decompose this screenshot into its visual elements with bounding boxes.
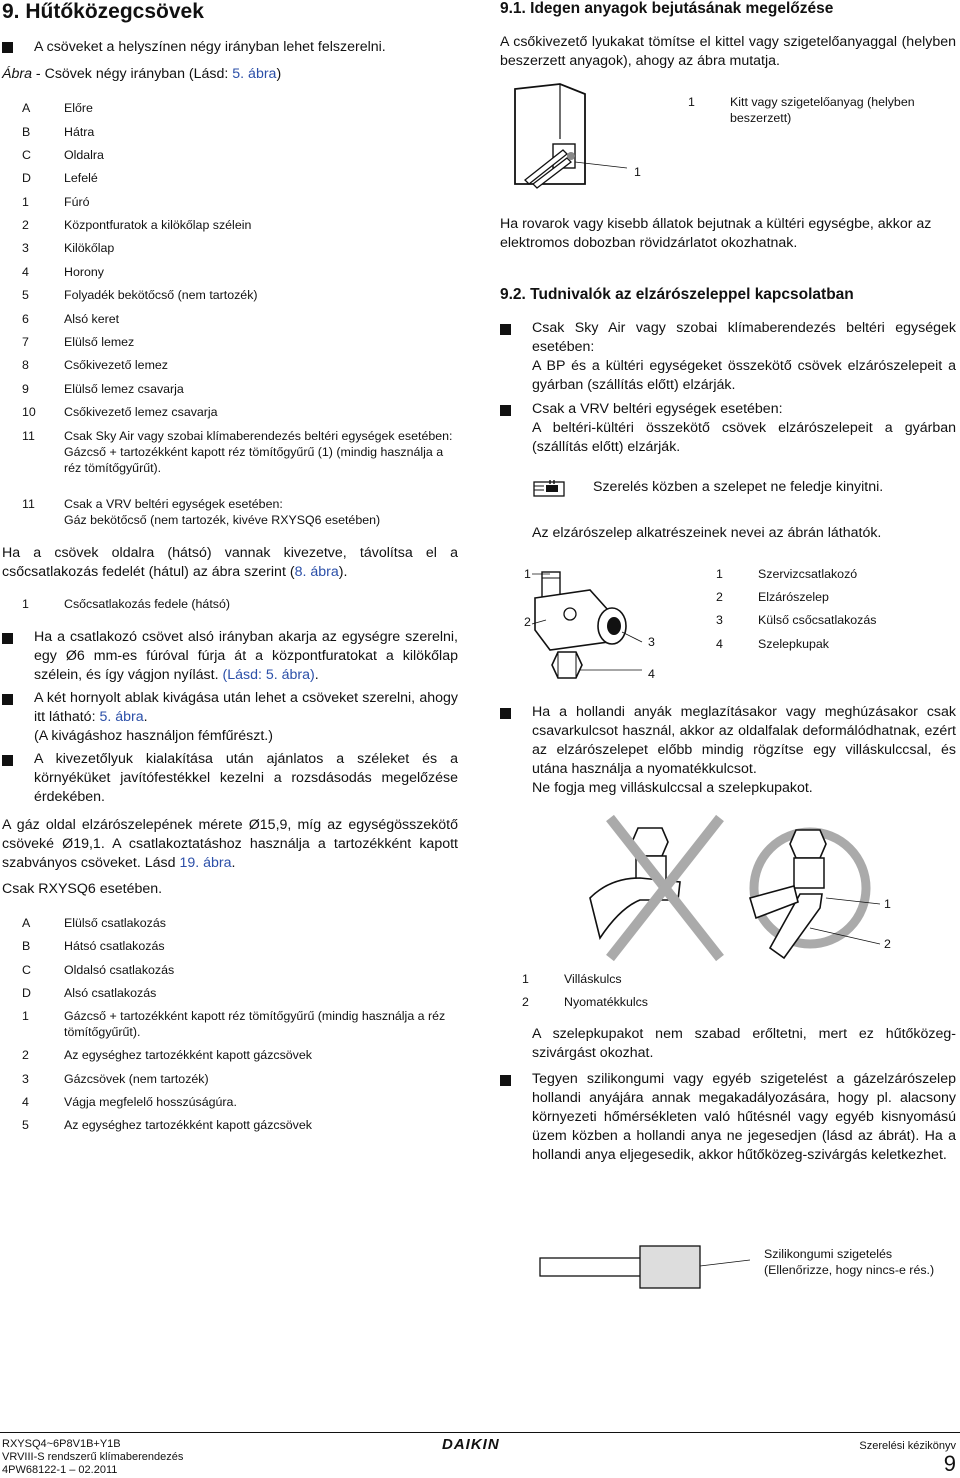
bullet-marker: [500, 708, 511, 719]
wrench-figure: [570, 808, 890, 968]
valve-callout: 1: [524, 567, 531, 581]
bullet-text: Tegyen szilikongumi vagy egyéb szigetelést a gázelzárószelep hollandi anyájára annak megakadályozására, hogy pl. alacsony környezeti hőmérsékleten való hűtésnél vagy egyéb kisnyomású üzem közben a hollandi anya ne jegesedjen (lásd az ábrát). Ha a hollandi anya eljegesedik, akkor hűtőközeg-szivárgás keletkezhet.: [532, 1071, 956, 1163]
legend-value-line1: Csak Sky Air vagy szobai klímaberendezés beltéri egységek esetében:: [64, 429, 453, 443]
bullet-body: Ha a csatlakozó csövet alsó irányban akarja az egységre szerelni, egy Ø6 mm-es fúróval fúrja át a központfuratokat a kilökőlap szélein, és így vágjon nyílást.: [34, 629, 458, 683]
footer-code: 4PW68122-1 – 02.2011: [2, 1464, 118, 1476]
silicone-label: [764, 1246, 934, 1278]
sealing-text: A csőkivezető lyukakat tömítse el kittel vagy szigetelőanyaggal (helyben beszerzett anyagok), ahogy az ábra mutatja.: [500, 34, 956, 69]
gas-end: .: [231, 855, 236, 871]
sealing-figure: [505, 84, 675, 199]
legend-key: 2: [22, 1048, 29, 1062]
legend-key: 1: [522, 972, 529, 986]
legend-key: 6: [22, 312, 29, 326]
bullet-line-a: Ha a hollandi anyák meglazításakor vagy meghúzásakor csak csavarkulcsot használ, akkor az oldalfalak deformálódhatnak, ezért az elzárószelepet előbb mindig rögzítse egy villáskulccsal, és utána használja a nyomatékkulcsot.: [532, 704, 956, 777]
legend-value: Horony: [64, 265, 104, 279]
legend-key: 11: [22, 429, 35, 443]
legend-key: A: [22, 101, 31, 115]
legend-key: C: [22, 963, 31, 977]
legend-value: Folyadék bekötőcső (nem tartozék): [64, 288, 258, 302]
legend-value: Külső csőcsatlakozás: [758, 613, 877, 627]
bullet-end: .: [314, 667, 319, 683]
note-text: Szerelés közben a szelepet ne feledje kinyitni.: [593, 479, 884, 495]
rxysq6-text: Csak RXYSQ6 esetében.: [2, 881, 163, 897]
legend-value: Elzárószelep: [758, 590, 829, 604]
legend-key: 5: [22, 288, 29, 302]
valve-callout: 3: [648, 635, 655, 649]
footer-series: VRVIII-S rendszerű klímaberendezés: [2, 1451, 184, 1463]
legend-value: Szelepkupak: [758, 637, 829, 651]
bullet-text: A kivezetőlyuk kialakítása után ajánlatos a széleket és a környéküket javítófestékkel kezelni a rozsdásodás megelőzése érdekében.: [34, 751, 458, 805]
valve-cap: [552, 652, 582, 678]
note-hand-icon: [532, 478, 566, 500]
legend-value-line1: Csak a VRV beltéri egységek esetében:: [64, 497, 283, 511]
subsection-heading: 9.2. Tudnivalók az elzárószeleppel kapcsolatban: [500, 286, 854, 303]
fig1-callout: 1: [634, 165, 641, 179]
section-heading: 9. Hűtőközegcsövek: [2, 0, 204, 23]
figure-reference: [2, 65, 281, 84]
legend-value: Központfuratok a kilökőlap szélein: [64, 218, 252, 232]
cap-warning-text: A szelepkupakot nem szabad erőltetni, mert ez hűtőközeg-szivárgást okozhat.: [532, 1026, 956, 1061]
legend-key: 2: [522, 995, 529, 1009]
legend-value: Csőkivezető lemez csavarja: [64, 405, 218, 419]
intro-text: A csöveket a helyszínen négy irányban lehet felszerelni.: [34, 39, 386, 55]
valve-callout: 2: [524, 615, 531, 629]
figref-prefix: Ábra: [2, 66, 32, 82]
bullet-text: [34, 689, 458, 746]
bullet-line-a: Csak Sky Air vagy szobai klímaberendezés beltéri egységek esetében:: [532, 320, 956, 355]
legend-key: 4: [716, 637, 723, 651]
legend-value: Gázcső + tartozékként kapott réz tömítőgyűrű (mindig használja a réz tömítőgyűrűt).: [64, 1009, 446, 1039]
bullet-link[interactable]: (Lásd: 5. ábra): [222, 667, 315, 683]
bullet-marker: [2, 694, 13, 705]
silicone-figure: [520, 1226, 750, 1306]
bullet-text: [532, 319, 956, 395]
side-text-link[interactable]: 8. ábra: [294, 564, 339, 580]
legend-value: Hátra: [64, 125, 95, 139]
bullet-text: [532, 703, 956, 798]
putty-dot: [567, 152, 575, 160]
figref-end: ): [276, 66, 282, 82]
legend-value: Az egységhez tartozékként kapott gázcsövek: [64, 1118, 312, 1132]
legend-value: Gázcsövek (nem tartozék): [64, 1072, 209, 1086]
legend-key: 1: [688, 95, 695, 109]
legend-value: Előre: [64, 101, 93, 115]
side-text-1: Ha a csövek oldalra (hátsó) vannak kivezetve, távolítsa el a csőcsatlakozás fedelét (hátul) az ábra szerint (: [2, 545, 458, 580]
legend-key: 9: [22, 382, 29, 396]
legend-value-line2: Gázcső + tartozékként kapott réz tömítőgyűrű (1) (mindig használja a réz tömítőgyűrűt).: [64, 445, 444, 475]
bullet-text: [34, 628, 458, 685]
footer-left: [2, 1438, 183, 1477]
silicone-line2: (Ellenőrizze, hogy nincs-e rés.): [764, 1263, 935, 1277]
legend-value: Elülső csatlakozás: [64, 916, 166, 930]
legend-value: [64, 496, 454, 528]
legend-key: 3: [22, 1072, 29, 1086]
callout-line: [622, 632, 642, 642]
daikin-logo: DAIKIN: [442, 1436, 500, 1453]
mount-hole: [564, 608, 576, 620]
silicone-line1: Szilikongumi szigetelés: [764, 1247, 893, 1261]
legend-value: Csőcsatlakozás fedele (hátsó): [64, 597, 230, 611]
legend-key: 1: [22, 1009, 29, 1023]
bullet-line-b: A BP és a kültéri egységeket összekötő csövek elzárószelepeit a gyárban (szállítás előtt) elzárják.: [532, 358, 956, 393]
subsection-heading: 9.1. Idegen anyagok bejutásának megelőzése: [500, 0, 834, 17]
legend-value-line2: Gáz bekötőcső (nem tartozék, kivéve RXYSQ6 esetében): [64, 513, 381, 527]
footer-model: RXYSQ4~6P8V1B+Y1B: [2, 1438, 121, 1450]
legend-key: 4: [22, 265, 29, 279]
legend-key: D: [22, 171, 31, 185]
legend-value: Fúró: [64, 195, 90, 209]
legend-key: D: [22, 986, 31, 1000]
footer-manual: Szerelési kézikönyv: [859, 1440, 956, 1452]
legend-value: Csőkivezető lemez: [64, 358, 168, 372]
legend-key: 7: [22, 335, 29, 349]
legend-value: Villáskulcs: [564, 972, 622, 986]
bullet-marker: [500, 405, 511, 416]
bullet-marker: [500, 324, 511, 335]
legend-key: 5: [22, 1118, 29, 1132]
wrench-callout: 2: [884, 937, 891, 951]
legend-value: Oldalra: [64, 148, 104, 162]
insulation: [640, 1246, 700, 1288]
legend-value: Oldalsó csatlakozás: [64, 963, 175, 977]
legend-key: 2: [716, 590, 723, 604]
pipe: [540, 1258, 650, 1276]
bullet-line-b: A beltéri-kültéri összekötő csövek elzárószelepeit a gyárban (szállítás előtt) elzárják.: [532, 420, 956, 455]
bullet-text: [532, 400, 956, 457]
bullet-note: (A kivágáshoz használjon fémfűrészt.): [34, 728, 273, 744]
wrench-callout: 1: [884, 897, 891, 911]
legend-value: Elülső lemez csavarja: [64, 382, 184, 396]
valve-intro: Az elzárószelep alkatrészeinek nevei az ábrán láthatók.: [532, 525, 882, 541]
legend-key: 11: [22, 497, 35, 511]
legend-value: Kitt vagy szigetelőanyag (helyben beszerzett): [730, 95, 915, 125]
callout-line: [826, 898, 880, 904]
legend-key: 2: [22, 218, 29, 232]
legend-key: 1: [22, 195, 29, 209]
legend-key: 10: [22, 405, 36, 419]
legend-value: Nyomatékkulcs: [564, 995, 649, 1009]
legend-key: C: [22, 148, 31, 162]
insects-text: Ha rovarok vagy kisebb állatok bejutnak a kültéri egységbe, akkor az elektromos dobozban rövidzárlatot okozhatnak.: [500, 216, 932, 251]
legend-value: Alsó keret: [64, 312, 120, 326]
footer-rule: [0, 1432, 960, 1433]
page-number: 9: [943, 1451, 956, 1476]
legend-key: 1: [716, 567, 723, 581]
bullet-marker: [500, 1075, 511, 1086]
figref-link[interactable]: 5. ábra: [232, 66, 277, 82]
side-text-2: ).: [338, 564, 348, 580]
gas-link[interactable]: 19. ábra: [179, 855, 232, 871]
gas-text: A gáz oldal elzárószelepének mérete Ø15,9, míg az egységösszekötő csöveké Ø19,1. A csatlakoztatáshoz használja a tartozékként kapott szabványos csöveket. Lásd: [2, 817, 458, 871]
unit-panel: [515, 84, 585, 184]
legend-key: A: [22, 916, 31, 930]
bullet-body: A két hornyolt ablak kivágása után lehet a csöveket szerelni, ahogy itt látható:: [34, 690, 458, 725]
legend-value: Kilökőlap: [64, 241, 115, 255]
legend-value: Alsó csatlakozás: [64, 986, 157, 1000]
bullet-marker: [2, 42, 13, 53]
bullet-link[interactable]: 5. ábra: [99, 709, 144, 725]
legend-value: Szervizcsatlakozó: [758, 567, 858, 581]
legend-key: 3: [716, 613, 723, 627]
legend-value: Elülső lemez: [64, 335, 135, 349]
bullet-marker: [2, 633, 13, 644]
legend-key: B: [22, 939, 31, 953]
bullet-marker: [2, 755, 13, 766]
legend-value: Az egységhez tartozékként kapott gázcsövek: [64, 1048, 312, 1062]
bullet-line-a: Csak a VRV beltéri egységek esetében:: [532, 401, 783, 417]
legend-value: Vágja megfelelő hosszúságúra.: [64, 1095, 237, 1109]
legend-key: 3: [22, 241, 29, 255]
legend-value: [64, 428, 454, 476]
bullet-end: .: [143, 709, 148, 725]
legend-key: 4: [22, 1095, 29, 1109]
valve-callout: 4: [648, 667, 655, 681]
legend-key: 1: [22, 597, 29, 611]
bullet-line-b: Ne fogja meg villáskulccsal a szelepkupakot.: [532, 780, 813, 796]
gas-valve-text: [2, 816, 458, 873]
valve-cap: [790, 830, 826, 858]
figref-mid: - Csövek négy irányban (Lásd:: [31, 66, 233, 82]
legend-key: B: [22, 125, 31, 139]
side-outlet-text: [2, 544, 458, 582]
legend-value: Hátsó csatlakozás: [64, 939, 165, 953]
legend-value: Lefelé: [64, 171, 98, 185]
legend-key: 8: [22, 358, 29, 372]
